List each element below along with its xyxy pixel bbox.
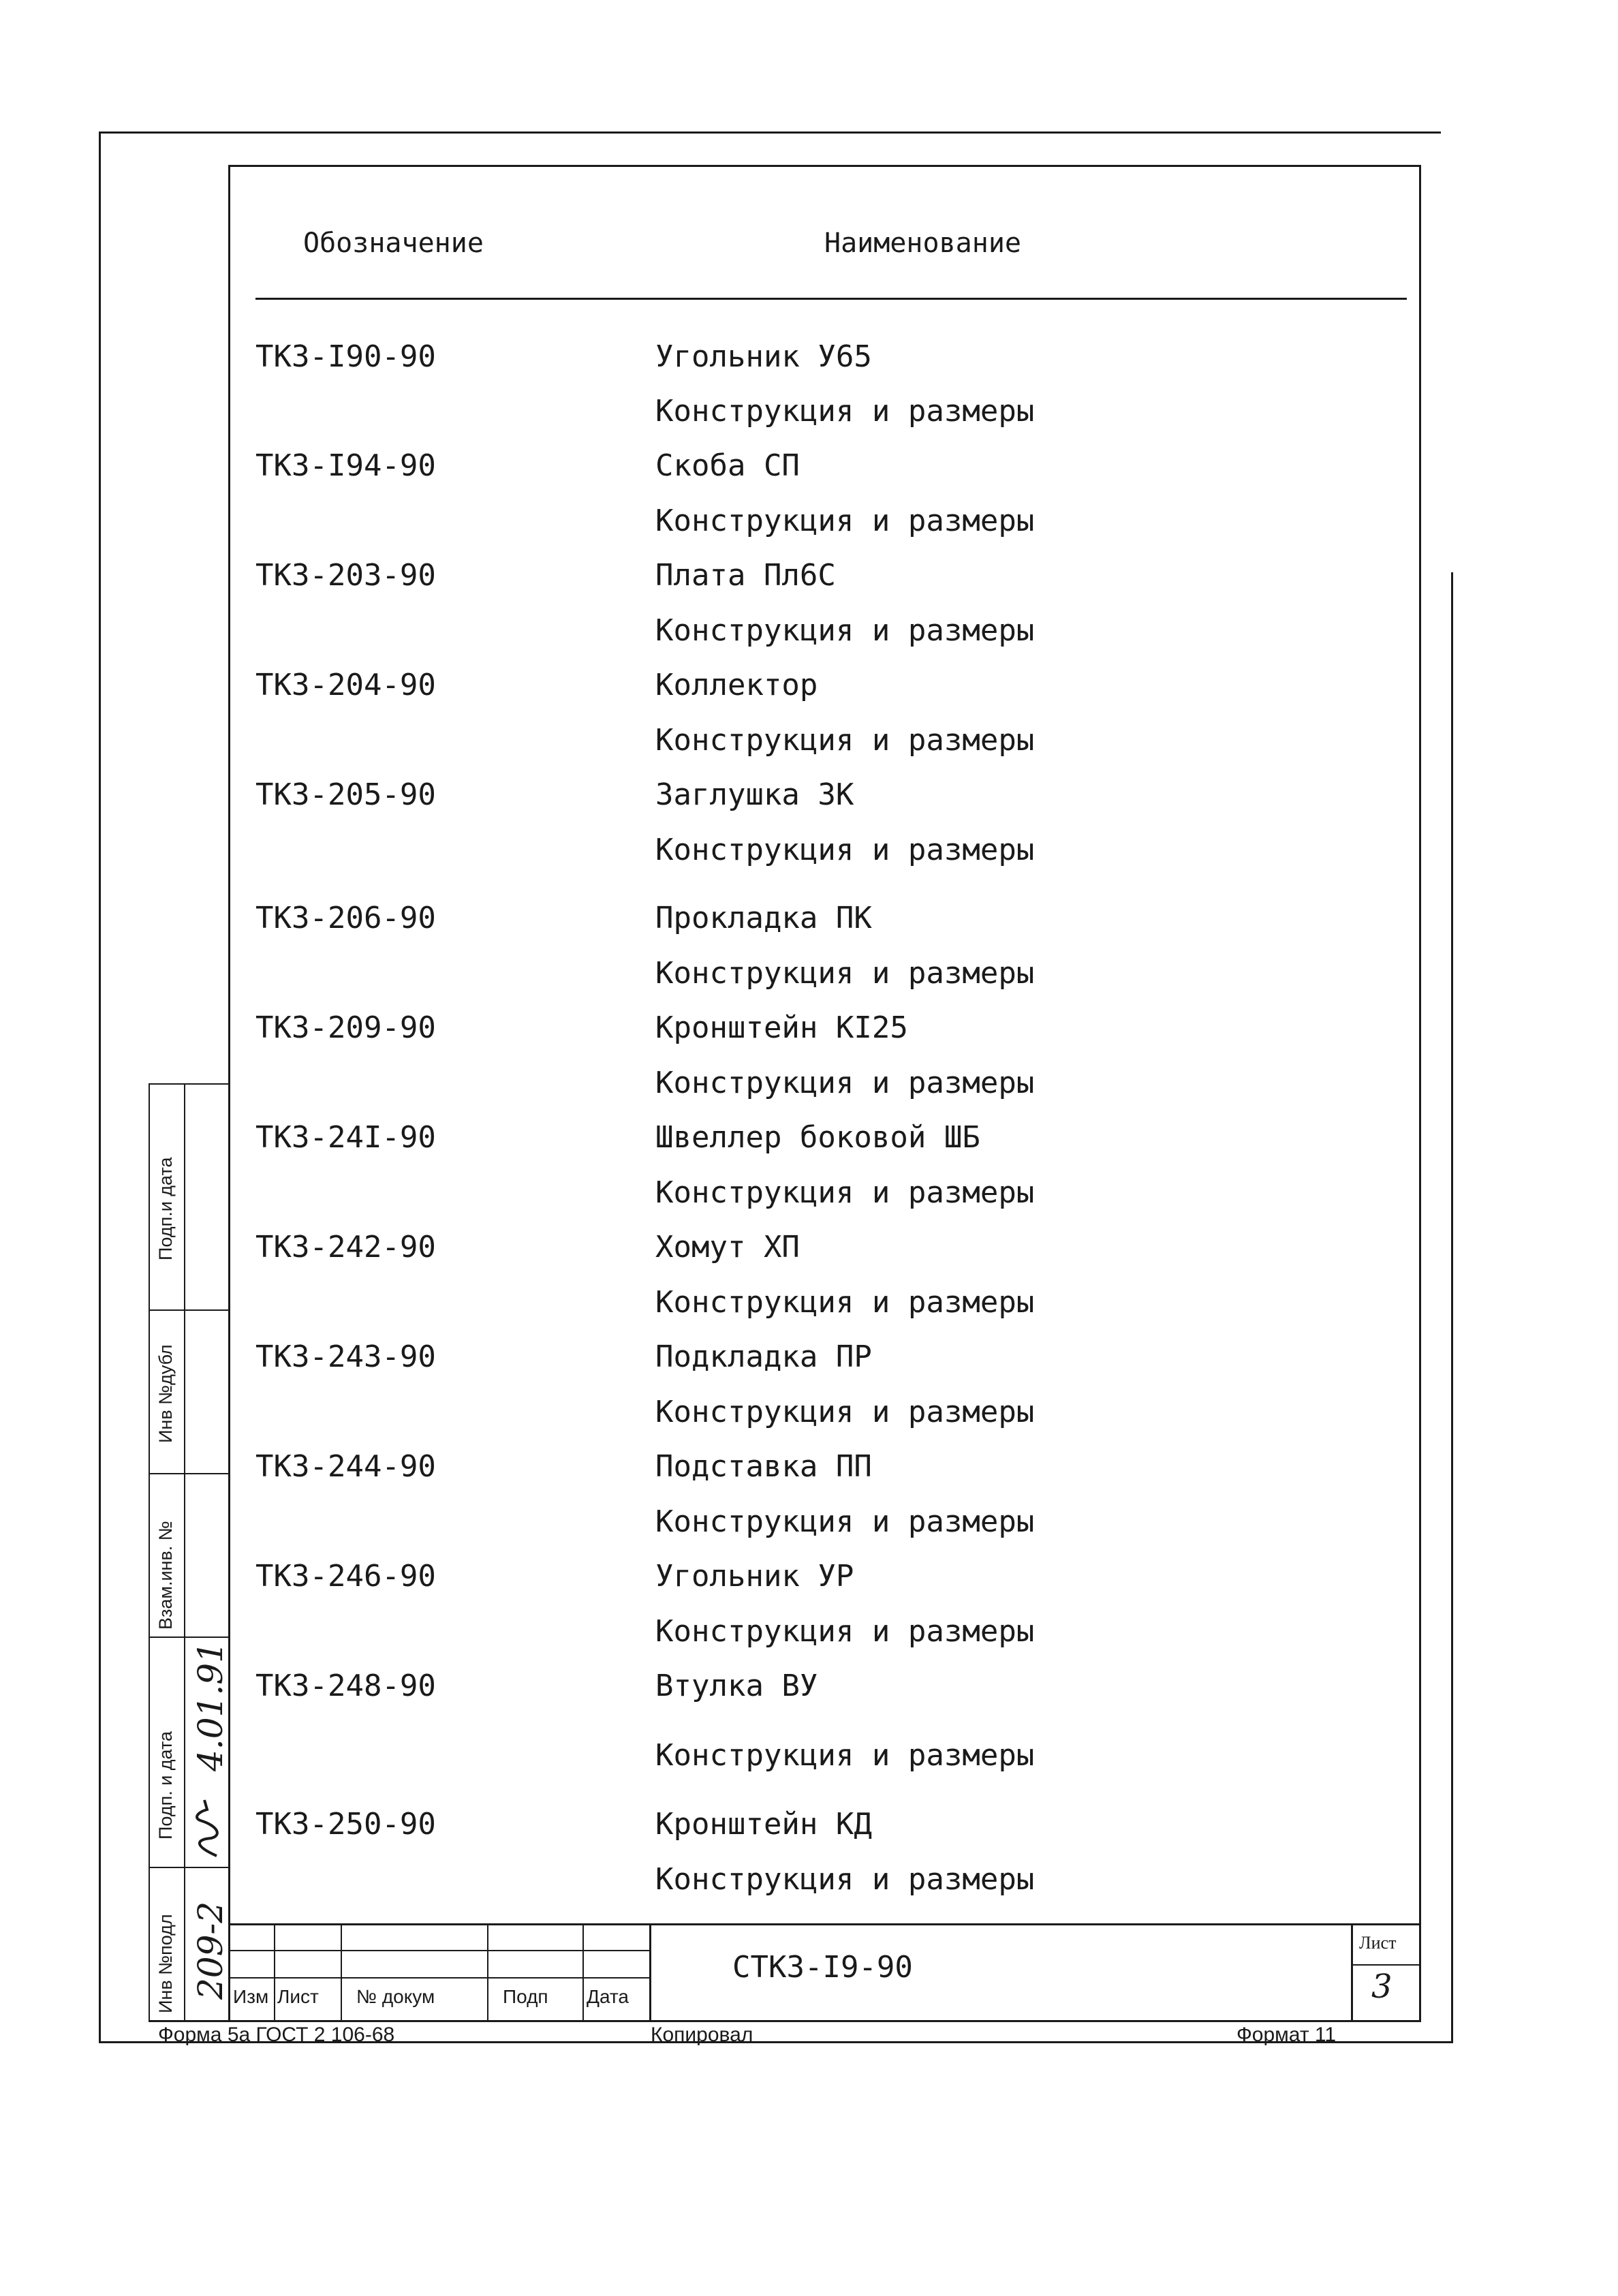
name-column-header: Наименование [824,228,1021,259]
tb-col-4 [582,1923,584,2020]
item-description: Конструкция и размеры [655,1066,1035,1100]
item-name: Хомут ХП [655,1230,800,1265]
tb-col-5 [649,1923,651,2020]
col-izm-label: Изм [233,1986,269,2007]
item-name: Коллектор [655,668,818,702]
item-code: ТК3-250-90 [255,1807,436,1842]
podp-data-label-2: Подп. и дата [155,1731,176,1840]
item-code: ТК3-248-90 [255,1669,436,1703]
handwritten-inv-number: 209-2 [191,1901,230,2000]
outer-frame-left [99,131,101,2043]
item-description: Конструкция и размеры [655,1614,1035,1649]
item-description: Конструкция и размеры [655,1738,1035,1773]
stamp-divider-4 [149,1867,230,1868]
inv-podl-label: Инв №подл [155,1914,176,2013]
tb-col-2 [341,1923,342,2020]
item-code: ТК3-209-90 [255,1010,436,1045]
outer-frame-top [99,131,1441,134]
item-description: Конструкция и размеры [655,613,1035,648]
item-name: Втулка ВУ [655,1669,818,1703]
item-description: Конструкция и размеры [655,723,1035,758]
item-code: ТК3-246-90 [255,1559,436,1594]
item-name: Угольник У65 [655,339,872,374]
vzam-inv-label: Взам.инв. № [155,1521,176,1630]
item-name: Подставка ПП [655,1449,872,1484]
item-code: ТК3-24І-90 [255,1120,436,1155]
item-name: Заглушка ЗК [655,777,854,812]
item-description: Конструкция и размеры [655,956,1035,991]
sheet-number: 3 [1371,1968,1393,2006]
stamp-divider-3 [149,1636,230,1638]
item-name: Кронштейн КД [655,1807,872,1842]
inv-dubl-label: Инв №дубл [155,1344,176,1443]
inner-frame-top [228,165,1420,167]
item-description: Конструкция и размеры [655,1285,1035,1320]
stamp-divider-1 [149,1309,230,1311]
item-description: Конструкция и размеры [655,1175,1035,1210]
tb-row-line-1 [230,1950,649,1951]
tb-col-1 [274,1923,275,2020]
stamp-top-line [149,1083,230,1085]
tb-sheet-row [1351,1964,1419,1966]
stamp-divider-2 [149,1473,230,1474]
stamp-mid-line [184,1083,185,2021]
item-code: ТК3-205-90 [255,777,436,812]
item-description: Конструкция и размеры [655,833,1035,867]
tb-top-line [230,1923,1419,1925]
col-date-label: Дата [587,1986,629,2007]
col-podp-label: Подп [503,1986,548,2007]
designation-column-header: Обозначение [303,228,484,259]
item-code: ТК3-204-90 [255,668,436,702]
tb-sheet-col [1351,1923,1353,2020]
inner-frame-bottom [149,2020,1421,2022]
item-code: ТК3-242-90 [255,1230,436,1265]
header-divider [255,298,1407,300]
podp-data-label: Подп.и дата [155,1157,176,1260]
item-code: ТК3-203-90 [255,558,436,593]
form-label: Форма 5а ГОСТ 2 106-68 [158,2023,395,2046]
stamp-left-line [149,1083,150,2021]
item-code: ТК3-206-90 [255,901,436,935]
item-name: Плата Пл6С [655,558,836,593]
format-label: Формат 11 [1236,2023,1337,2046]
tb-col-3 [487,1923,488,2020]
item-code: ТК3-243-90 [255,1339,436,1374]
item-description: Конструкция и размеры [655,1395,1035,1429]
item-description: Конструкция и размеры [655,1504,1035,1539]
inner-frame-right [1419,165,1421,2021]
item-code: ТК3-І90-90 [255,339,436,374]
item-name: Подкладка ПР [655,1339,872,1374]
copied-label: Копировал [651,2023,753,2046]
signature-mark [191,1797,225,1859]
item-description: Конструкция и размеры [655,394,1035,429]
item-name: Прокладка ПК [655,901,872,935]
tb-row-line-2 [230,1977,649,1979]
sheet-label: Лист [1359,1933,1397,1953]
item-code: ТК3-244-90 [255,1449,436,1484]
document-designation: СТК3-І9-90 [732,1950,913,1985]
outer-frame-right [1451,572,1453,2043]
col-doc-label: № докум [356,1986,435,2007]
item-name: Швеллер боковой ШБ [655,1120,980,1155]
item-name: Угольник УР [655,1559,854,1594]
item-code: ТК3-І94-90 [255,448,436,483]
col-list-label: Лист [277,1986,319,2007]
item-name: Скоба СП [655,448,800,483]
item-name: Кронштейн КІ25 [655,1010,908,1045]
item-description: Конструкция и размеры [655,503,1035,538]
handwritten-date: 4.01.91 [191,1641,230,1771]
item-description: Конструкция и размеры [655,1862,1035,1897]
handwritten-signature [191,1797,233,1859]
